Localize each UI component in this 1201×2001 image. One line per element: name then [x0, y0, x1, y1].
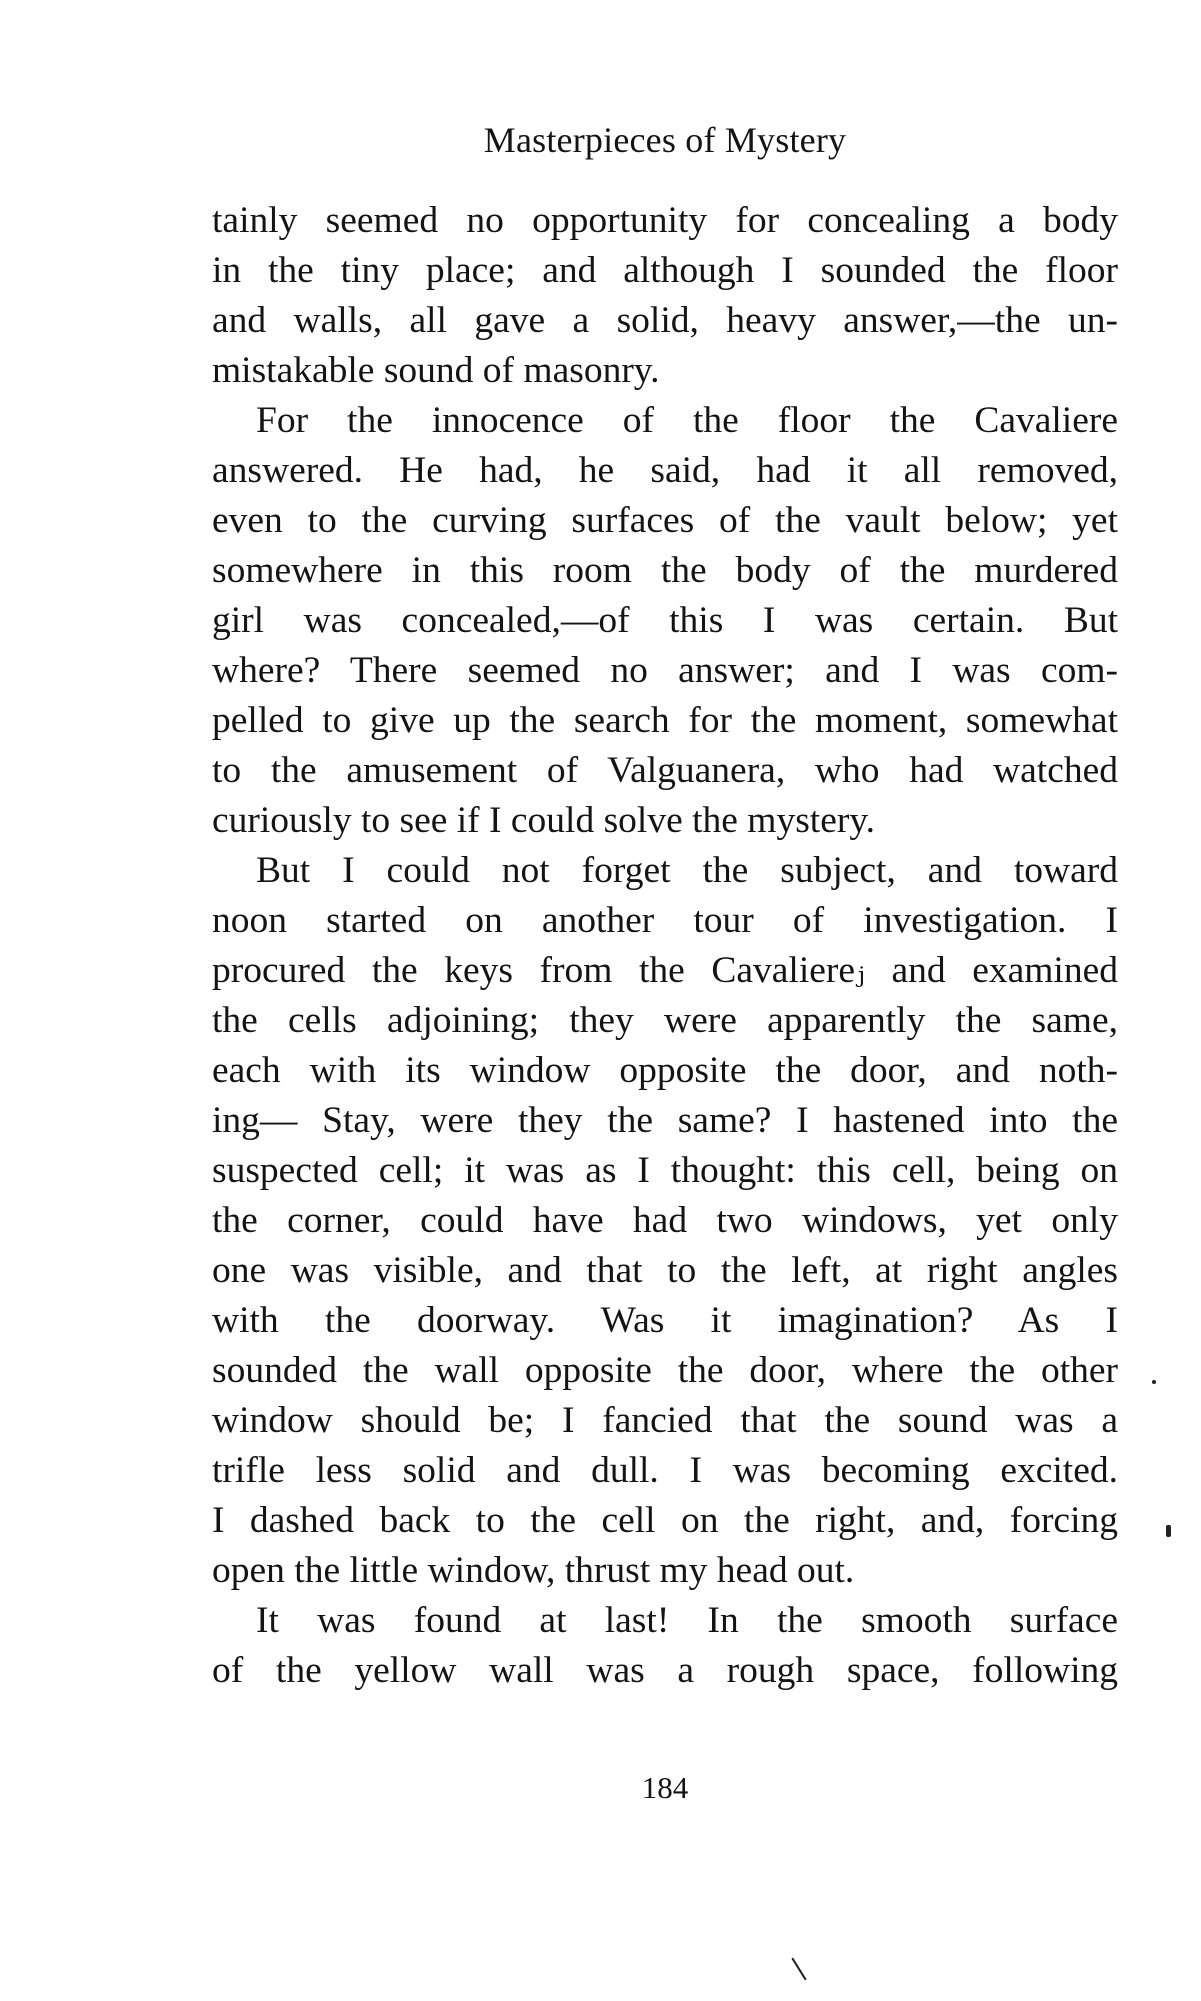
- page-number: 184: [641, 1770, 689, 1805]
- text-line: even to the curving surfaces of the vault below; yet: [212, 500, 1118, 541]
- text-line: procured the keys from the Cavaliereⱼ and examined: [212, 950, 1118, 991]
- text-line: to the amusement of Valguanera, who had watched: [212, 750, 1118, 791]
- body-text: [212, 196, 1118, 1696]
- text-line: pelled to give up the search for the moment, somewhat: [212, 700, 1118, 741]
- text-line: with the doorway. Was it imagination? As I: [212, 1300, 1118, 1341]
- text-line: the cells adjoining; they were apparently the same,: [212, 1000, 1118, 1041]
- text-line: in the tiny place; and although I sounded the floor: [212, 250, 1118, 291]
- text-line: But I could not forget the subject, and toward: [256, 850, 1118, 891]
- text-line: It was found at last! In the smooth surface: [256, 1600, 1118, 1641]
- scan-speck: [1166, 1525, 1171, 1537]
- text-line: each with its window opposite the door, and noth-: [212, 1050, 1118, 1091]
- text-line: ing— Stay, were they the same? I hastened into the: [212, 1100, 1118, 1141]
- text-line: suspected cell; it was as I thought: this cell, being on: [212, 1150, 1118, 1191]
- scan-speck: [791, 1957, 806, 1980]
- text-line: somewhere in this room the body of the murdered: [212, 550, 1118, 591]
- text-line: of the yellow wall was a rough space, following: [212, 1650, 1118, 1691]
- text-line: answered. He had, he said, had it all removed,: [212, 450, 1118, 491]
- text-line: the corner, could have had two windows, yet only: [212, 1200, 1118, 1241]
- text-line: and walls, all gave a solid, heavy answer,—the un-: [212, 300, 1118, 341]
- text-line: trifle less solid and dull. I was becoming excited.: [212, 1450, 1118, 1491]
- text-line: open the little window, thrust my head out.: [212, 1550, 855, 1591]
- running-head: Masterpieces of Mystery: [483, 120, 847, 160]
- text-line: noon started on another tour of investigation. I: [212, 900, 1118, 941]
- text-line: girl was concealed,—of this I was certain. But: [212, 600, 1118, 641]
- scan-speck: [1152, 1380, 1156, 1384]
- text-line: For the innocence of the floor the Cavaliere: [256, 400, 1118, 441]
- text-line: I dashed back to the cell on the right, and, forcing: [212, 1500, 1118, 1541]
- text-line: where? There seemed no answer; and I was com-: [212, 650, 1118, 691]
- text-line: sounded the wall opposite the door, where the other: [212, 1350, 1118, 1391]
- text-line: window should be; I fancied that the sound was a: [212, 1400, 1118, 1441]
- text-line: one was visible, and that to the left, at right angles: [212, 1250, 1118, 1291]
- text-line: tainly seemed no opportunity for concealing a body: [212, 200, 1118, 241]
- text-line: mistakable sound of masonry.: [212, 350, 660, 391]
- text-line: curiously to see if I could solve the mystery.: [212, 800, 876, 841]
